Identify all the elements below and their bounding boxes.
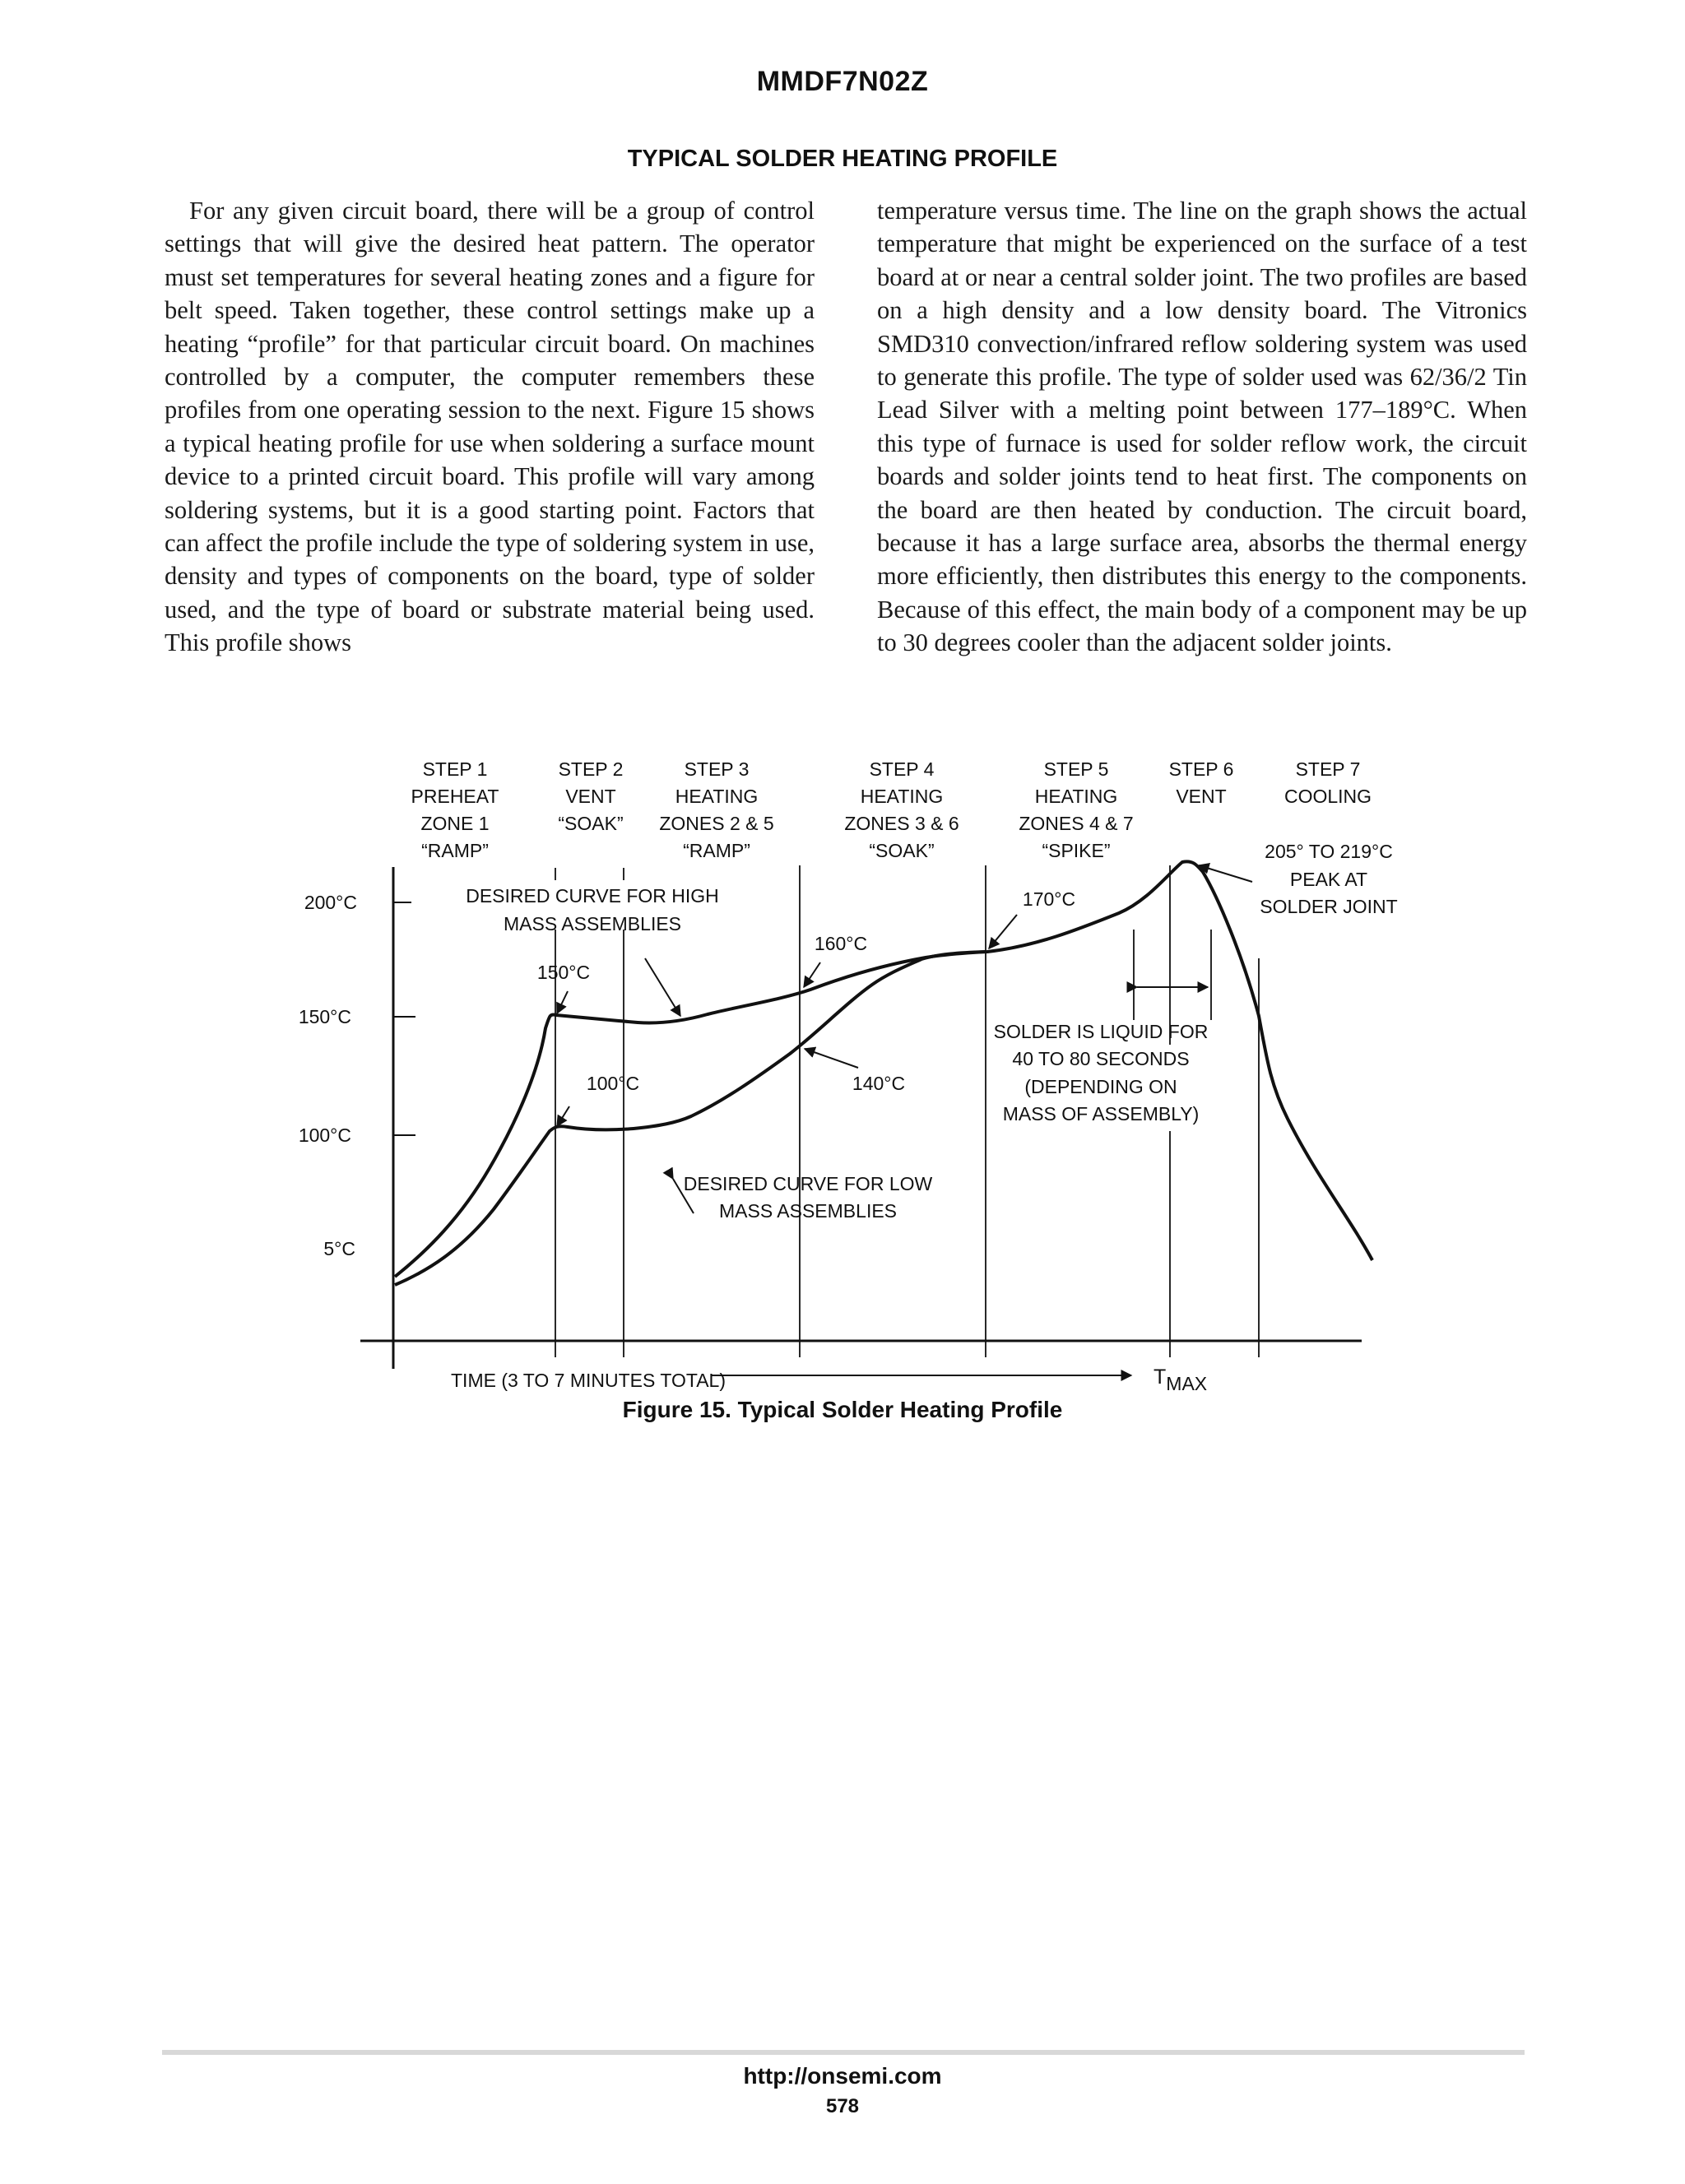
temp-160-label: 160°C: [814, 933, 868, 954]
y-tick-5: 5°C: [323, 1238, 355, 1259]
y-tick-labels: [299, 892, 357, 1259]
y-tick-150: 150°C: [298, 1006, 351, 1027]
tmax-label: TMAX: [1154, 1366, 1208, 1394]
footer-url[interactable]: http://onsemi.com: [743, 2063, 942, 2089]
step-3-label: STEP 3 HEATING ZONES 2 & 5 “RAMP”: [659, 758, 774, 861]
footer-divider: [162, 2050, 1525, 2055]
y-tick-100: 100°C: [298, 1124, 351, 1146]
annotation-leaders: [557, 865, 1252, 1375]
page-number: 578: [825, 2095, 860, 2117]
temp-170-label: 170°C: [1022, 888, 1076, 910]
right-column-text: temperature versus time. The line on the graph shows the actual temperature that might be experienced on the surface of a test board at or near a central solder joint. The two profiles are based on a high density and a low density board. The Vitronics SMD310 convection/infrared reflow soldering system was used to generate this profile. The type of solder used was 62/36/2 Tin Lead Silver with a melting point between 177–189°C. When this type of furnace is used for solder reflow work, the circuit boards and solder joints tend to heat first. The components on the board are then heated by conduction. The circuit board, because it has a large surface area, absorbs the thermal energy more efficiently, then distributes this energy to the components. Because of this effect, the main body of a component may be up to 30 degrees cooler than the adjacent solder joints.: [877, 197, 1527, 657]
temp-140-label: 140°C: [852, 1073, 906, 1094]
step-5-label: STEP 5 HEATING ZONES 4 & 7 “SPIKE”: [1019, 758, 1134, 861]
left-column-text: For any given circuit board, there will be a group of control settings that will give the desired heat pattern. The operator must set temperatures for several heating zones and a figure for belt speed. Taken together, these control settings make up a heating “profile” for that particular circuit board. On machines controlled by a computer, the computer remembers these profiles from one operating session to the next. Figure 15 shows a typical heating profile for use when soldering a surface mount device to a printed circuit board. This profile will vary among soldering systems, but it is a good starting point. Factors that can affect the profile include the type of soldering system in use, density and types of components on the board, type of solder used, and the type of board or substrate material being used. This profile shows: [165, 197, 815, 657]
step-4-label: STEP 4 HEATING ZONES 3 & 6 “SOAK”: [844, 758, 959, 861]
liquid-label: SOLDER IS LIQUID FOR 40 TO 80 SECONDS (DEPENDING ON MASS OF ASSEMBLY): [993, 1021, 1209, 1124]
left-column: [165, 194, 815, 660]
peak-label: 205° TO 219°C PEAK AT SOLDER JOINT: [1260, 841, 1398, 917]
high-mass-curve: [395, 861, 1372, 1277]
figure-caption: Figure 15. Typical Solder Heating Profile: [622, 1397, 1063, 1422]
step-labels: [411, 758, 1372, 861]
temp-150-label: 150°C: [536, 962, 591, 983]
low-curve-label: DESIRED CURVE FOR LOW MASS ASSEMBLIES: [683, 1173, 933, 1222]
low-mass-curve: [395, 952, 986, 1285]
high-curve-label: DESIRED CURVE FOR HIGH MASS ASSEMBLIES: [466, 885, 719, 934]
step-6-label: STEP 6 VENT: [1168, 758, 1234, 807]
part-number: MMDF7N02Z: [756, 66, 929, 97]
right-column: [877, 194, 1527, 660]
temp-100-label: 100°C: [586, 1073, 640, 1094]
x-axis-label: TIME (3 TO 7 MINUTES TOTAL): [451, 1370, 726, 1391]
y-tick-200: 200°C: [304, 892, 357, 913]
y-tick-marks: [393, 902, 415, 1135]
step-boundaries: [555, 865, 1259, 1357]
section-title: TYPICAL SOLDER HEATING PROFILE: [627, 146, 1058, 172]
step-7-label: STEP 7 COOLING: [1283, 758, 1372, 807]
annotations: [466, 841, 1397, 1222]
step-2-label: STEP 2 VENT “SOAK”: [558, 758, 624, 834]
step-1-label: STEP 1 PREHEAT ZONE 1 “RAMP”: [411, 758, 499, 861]
